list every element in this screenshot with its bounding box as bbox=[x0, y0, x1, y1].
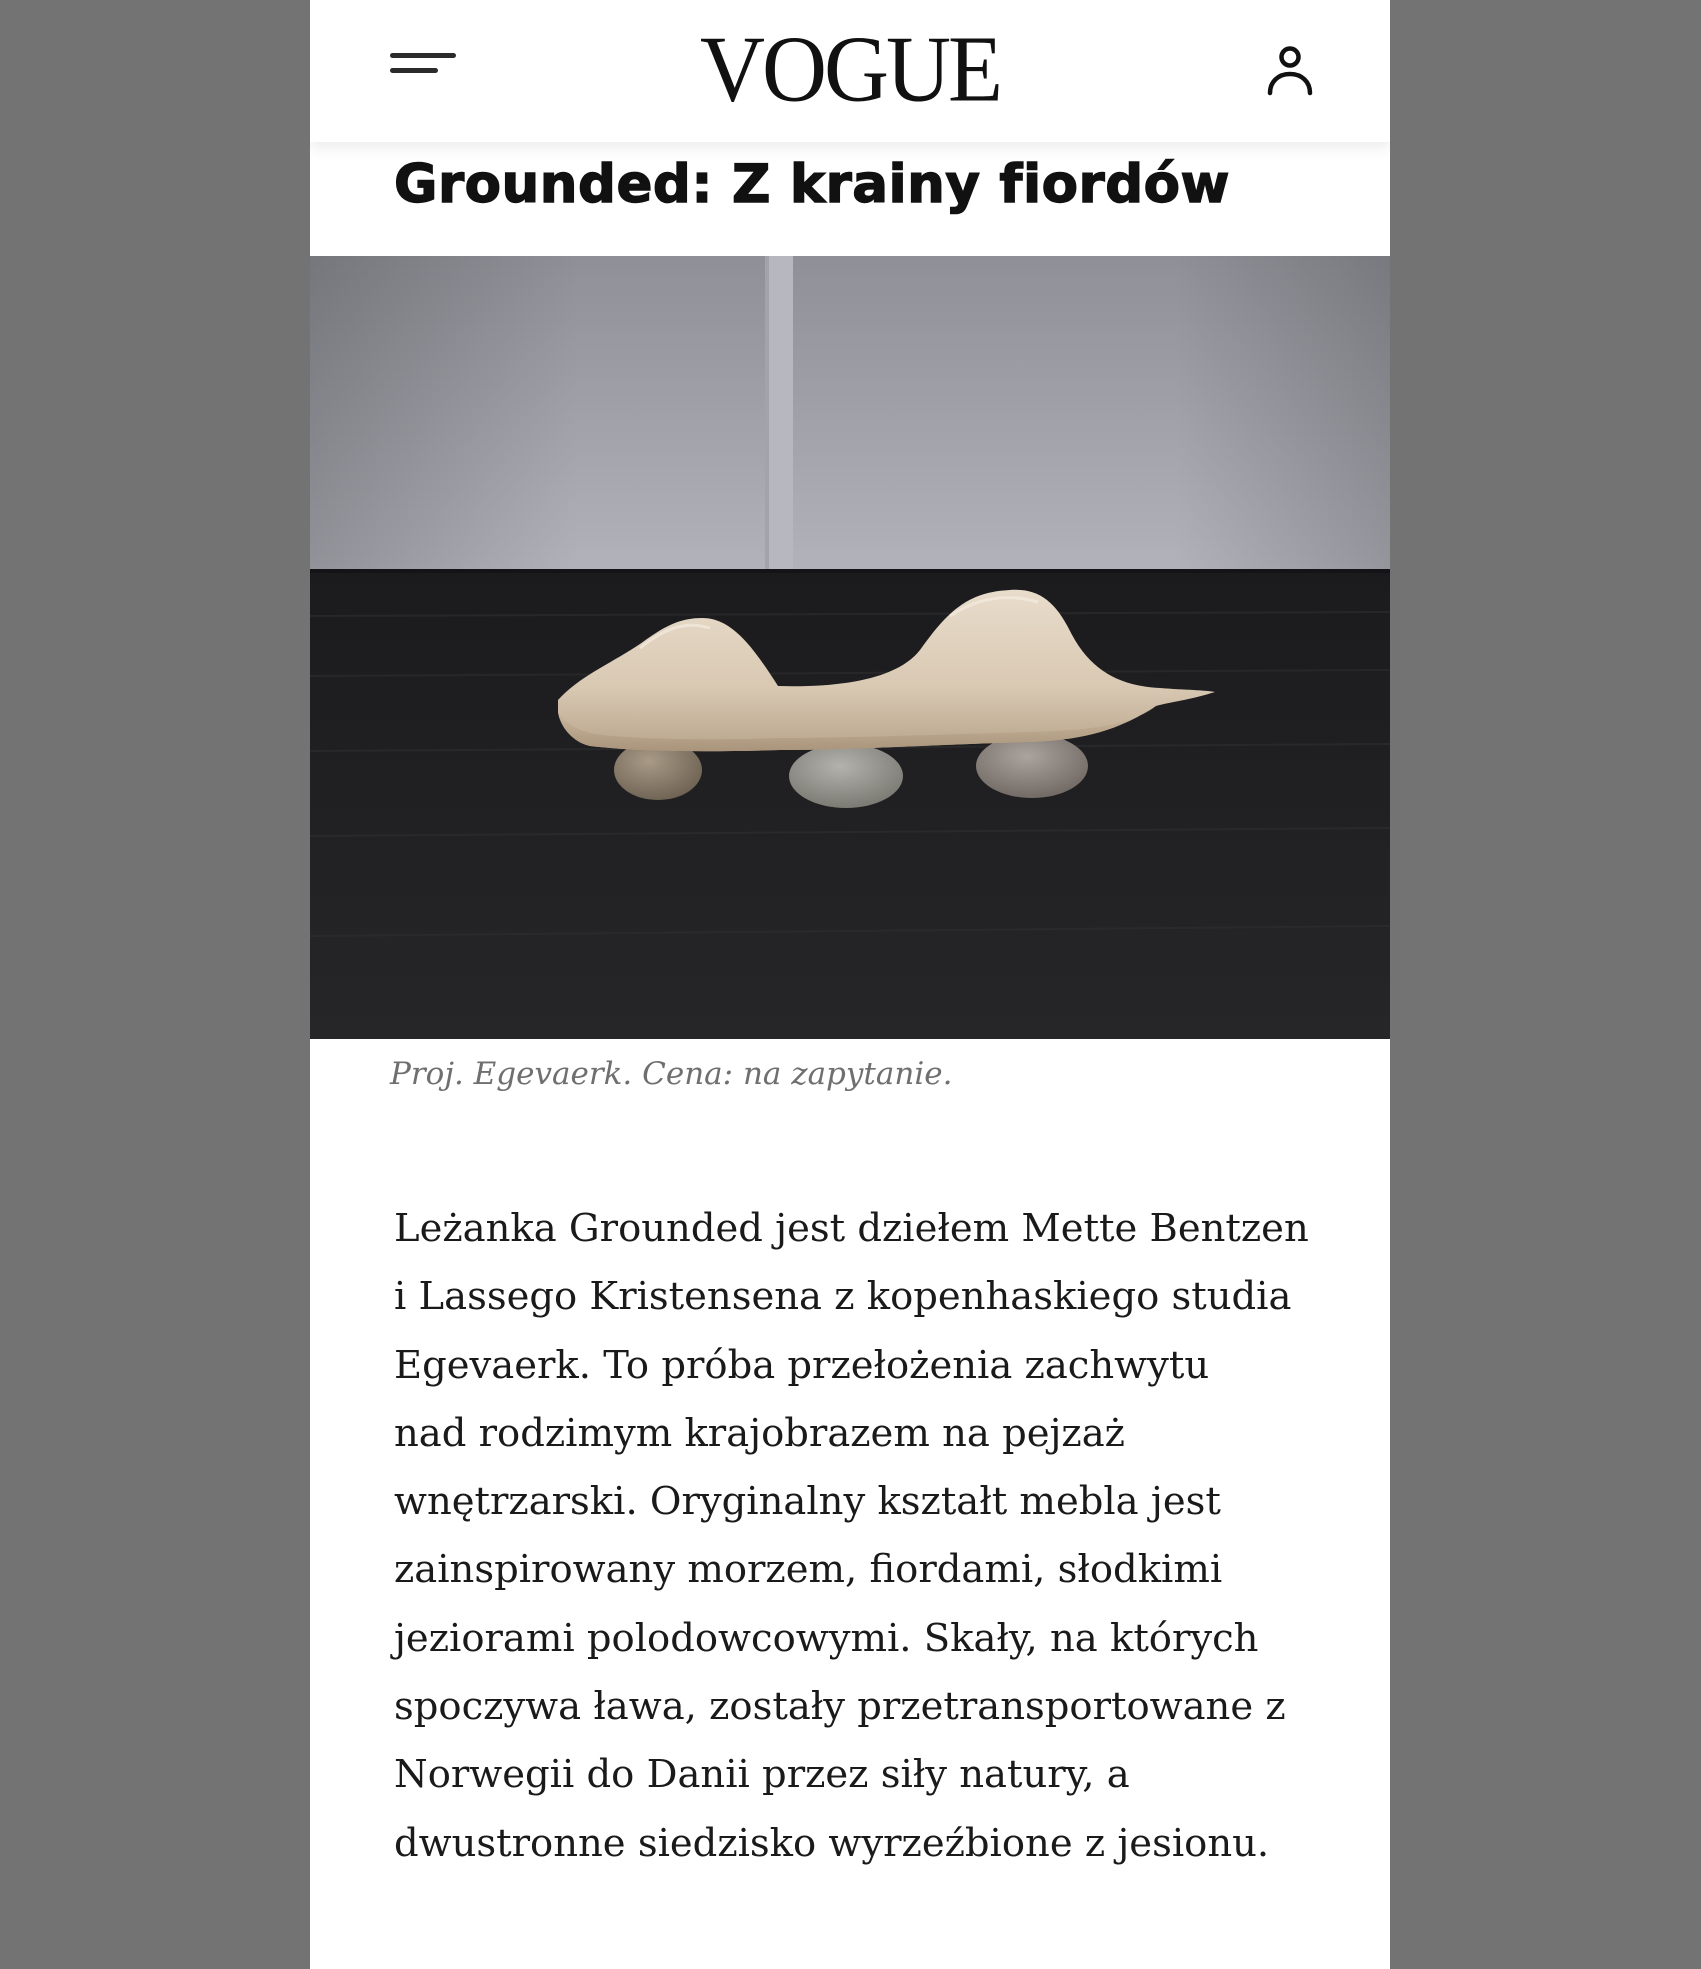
body-line: zainspirowany morzem, fiordami, słodkimi bbox=[394, 1547, 1223, 1593]
body-line: wnętrzarski. Oryginalny kształt mebla jest bbox=[394, 1479, 1221, 1525]
top-navigation-bar bbox=[310, 0, 1390, 142]
article-page bbox=[310, 0, 1390, 1969]
article-body bbox=[394, 1195, 1324, 1878]
body-line: i Lassego Kristensena z kopenhaskiego studia bbox=[394, 1274, 1292, 1320]
body-line: Norwegii do Danii przez siły natury, a bbox=[394, 1752, 1130, 1798]
user-icon[interactable] bbox=[1264, 44, 1316, 96]
body-line: Egevaerk. To próba przełożenia zachwytu bbox=[394, 1342, 1210, 1388]
vogue-logo[interactable]: VOGUE bbox=[700, 17, 1000, 122]
body-line: spoczywa ława, zostały przetransportowane z bbox=[394, 1684, 1286, 1730]
body-line: dwustronne siedzisko wyrzeźbione z jesionu. bbox=[394, 1820, 1270, 1866]
photo-caption: Proj. Egevaerk. Cena: na zapytanie. bbox=[390, 1056, 953, 1092]
article-title: Grounded: Z krainy fiordów bbox=[394, 154, 1231, 215]
body-line: Leżanka Grounded jest dziełem Mette Bentzen bbox=[394, 1206, 1309, 1251]
title-area bbox=[310, 142, 1390, 256]
article-photo bbox=[310, 256, 1390, 1039]
body-line: jeziorami polodowcowymi. Skały, na których bbox=[394, 1615, 1259, 1661]
body-line: nad rodzimym krajobrazem na pejzaż bbox=[394, 1410, 1125, 1456]
